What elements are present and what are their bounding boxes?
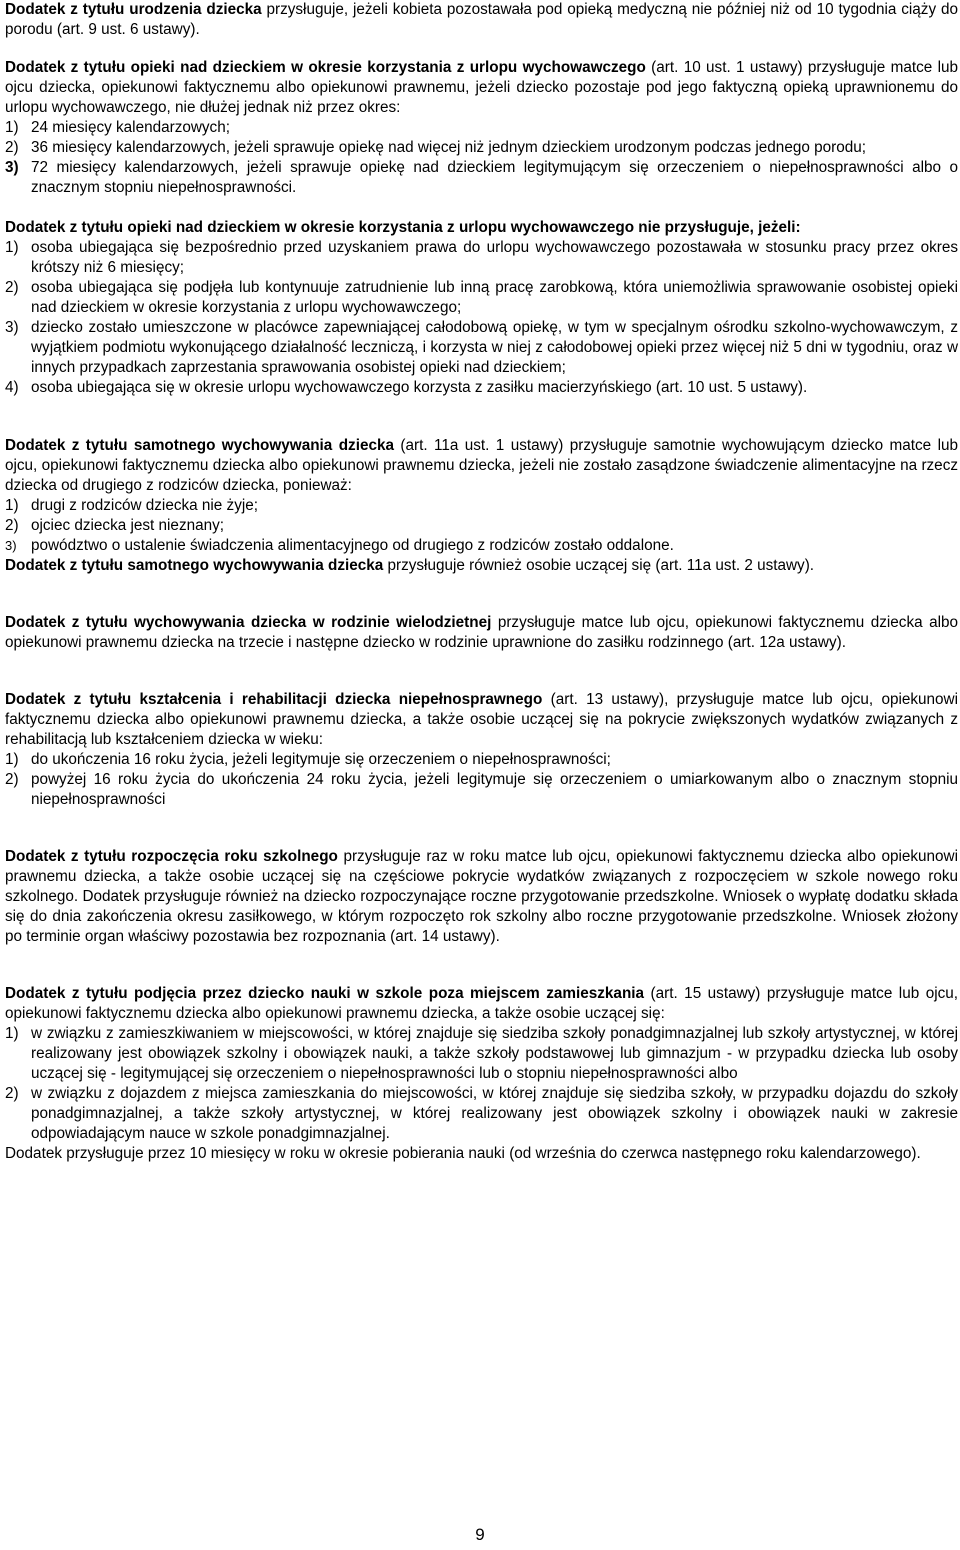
section-birth-supplement xyxy=(5,0,958,40)
section-heading: Dodatek z tytułu kształcenia i rehabilitacji dziecka niepełnosprawnego xyxy=(5,691,543,708)
section-heading: Dodatek z tytułu samotnego wychowywania dziecka xyxy=(5,557,384,574)
list-item: 1) w związku z zamieszkiwaniem w miejscowości, w której znajduje się siedziba szkoły ponadgimnazjalnej lub szkoły artystycznej, w której realizowany jest obowiązek szkolny i obowiązek nauki, a także szkoły podstawowej lub gimnazjum - w przypadku dziecka lub osoby uczącej się - legitymującej się orzeczeniem o niepełnosprawności lub o stopniu niepełnosprawności albo xyxy=(5,1025,958,1082)
section-heading: Dodatek z tytułu samotnego wychowywania dziecka xyxy=(5,437,394,454)
section-parental-leave-supplement xyxy=(5,58,958,198)
section-heading: Dodatek z tytułu podjęcia przez dziecko nauki w szkole poza miejscem zamieszkania xyxy=(5,985,645,1002)
paragraph: Dodatek z tytułu opieki nad dzieckiem w okresie korzystania z urlopu wychowawczego (art. 10 ust. 1 ustawy) przysługuje matce lub ojcu dziecka, opiekunowi faktycznemu albo opiekunowi prawnemu, jeżeli dziecko pozostaje pod jego faktyczną opieką uprawnionemu do urlopu wychowawczego, nie dłużej jednak niż przez okres: xyxy=(5,59,958,116)
section-heading: Dodatek z tytułu rozpoczęcia roku szkolnego xyxy=(5,848,338,865)
section-single-parent-supplement xyxy=(5,436,958,576)
list-item: 1) 24 miesięcy kalendarzowych; xyxy=(5,119,230,136)
list-item: 2) osoba ubiegająca się podjęła lub kontynuuje zatrudnienie lub inną pracę zarobkową, która uniemożliwia sprawowanie osobistej opieki nad dzieckiem w okresie korzystania z urlopu wychowawczego; xyxy=(5,279,958,316)
paragraph: Dodatek z tytułu samotnego wychowywania dziecka przysługuje również osobie uczącej się (art. 11a ust. 2 ustawy). xyxy=(5,557,815,574)
list-item: 2) w związku z dojazdem z miejsca zamieszkania do miejscowości, w której znajduje się siedziba szkoły, w przypadku dojazdu do szkoły ponadgimnazjalnej, a także szkoły artystycznej, w której realizowany jest obowiązek szkolny i obowiązek nauki w zakresie odpowiadającym nauce w szkole ponadgimnazjalnej. xyxy=(5,1085,958,1142)
paragraph: Dodatek przysługuje przez 10 miesięcy w roku w okresie pobierania nauki (od września do czerwca następnego roku kalendarzowego). xyxy=(5,1145,921,1162)
section-large-family-supplement xyxy=(5,613,958,653)
list-item: 3) powództwo o ustalenie świadczenia alimentacyjnego od drugiego z rodziców zostało oddalone. xyxy=(5,537,674,554)
list-item: 3) 72 miesięcy kalendarzowych, jeżeli sprawuje opiekę nad dzieckiem legitymującym się orzeczeniem o niepełnosprawności albo o znacznym stopniu niepełnosprawności. xyxy=(5,159,958,196)
paragraph: Dodatek z tytułu urodzenia dziecka przysługuje, jeżeli kobieta pozostawała pod opieką medyczną nie później niż od 10 tygodnia ciąży do porodu (art. 9 ust. 6 ustawy). xyxy=(5,1,958,38)
paragraph xyxy=(5,218,958,238)
page-number: 9 xyxy=(475,1525,485,1544)
list-item: 1) do ukończenia 16 roku życia, jeżeli legitymuje się orzeczeniem o niepełnosprawności; xyxy=(5,751,611,768)
document-page xyxy=(5,0,958,1164)
section-parental-leave-exclusions xyxy=(5,218,958,398)
list-item: 1) drugi z rodziców dziecka nie żyje; xyxy=(5,497,259,514)
paragraph: Dodatek z tytułu podjęcia przez dziecko nauki w szkole poza miejscem zamieszkania (art. 15 ustawy) przysługuje matce lub ojcu, opiekunowi faktycznemu dziecka albo opiekunowi prawnemu dziecka, a także osobie uczącej się: xyxy=(5,985,959,1022)
section-school-away-supplement xyxy=(5,984,958,1164)
list-item: 4) osoba ubiegająca się w okresie urlopu wychowawczego korzysta z zasiłku macierzyńskiego (art. 10 ust. 5 ustawy). xyxy=(5,379,808,396)
section-heading: Dodatek z tytułu urodzenia dziecka xyxy=(5,1,262,18)
section-heading: Dodatek z tytułu opieki nad dzieckiem w okresie korzystania z urlopu wychowawczego xyxy=(5,59,646,76)
paragraph: Dodatek z tytułu rozpoczęcia roku szkolnego przysługuje raz w roku matce lub ojcu, opiekunowi faktycznemu dziecka albo opiekunowi prawnemu dziecka, a także osobie uczącej się na częściowe pokrycie wydatków związanych z rozpoczęciem w szkole nowego roku szkolnego. Dodatek przysługuje również na dziecko rozpoczynające roczne przygotowanie przedszkolne. Wniosek o wypłatę dodatku składa się do dnia zakończenia okresu zasiłkowego, w którym rozpoczęto rok szkolny albo roczne przygotowanie przedszkolne. Wniosek złożony po terminie organ właściwy pozostawia bez rozpoznania (art. 14 ustawy). xyxy=(5,848,958,945)
list-item: 1) osoba ubiegająca się bezpośrednio przed uzyskaniem prawa do urlopu wychowawczego pozostawała w stosunku pracy przez okres krótszy niż 6 miesięcy; xyxy=(5,239,958,276)
list-item: 2) ojciec dziecka jest nieznany; xyxy=(5,517,225,534)
paragraph: Dodatek z tytułu samotnego wychowywania dziecka (art. 11a ust. 1 ustawy) przysługuje samotnie wychowującym dziecko matce lub ojcu, opiekunowi faktycznemu dziecka albo opiekunowi prawnemu dziecka, jeżeli nie zostało zasądzone świadczenie alimentacyjne na rzecz dziecka od drugiego z rodziców dziecka, ponieważ: xyxy=(5,437,958,494)
list-item: 2) powyżej 16 roku życia do ukończenia 24 roku życia, jeżeli legitymuje się orzeczeniem o umiarkowanym albo o znacznym stopniu niepełnosprawności xyxy=(5,771,958,808)
section-heading: Dodatek z tytułu opieki nad dzieckiem w okresie korzystania z urlopu wychowawczego nie przysługuje, jeżeli: xyxy=(5,219,801,236)
list-item: 3) dziecko zostało umieszczone w placówce zapewniającej całodobową opiekę, w tym w specjalnym ośrodku szkolno-wychowawczym, z wyjątkiem podmiotu wykonującego działalność leczniczą, i korzysta w niej z całodobowej opieki przez więcej niż 5 dni w tygodniu, oraz w innych przypadkach zaprzestania sprawowania osobistej opieki nad dzieckiem; xyxy=(5,319,958,376)
list-item: 2) 36 miesięcy kalendarzowych, jeżeli sprawuje opiekę nad więcej niż jednym dzieckiem urodzonym podczas jednego porodu; xyxy=(5,139,866,156)
paragraph: Dodatek z tytułu wychowywania dziecka w rodzinie wielodzietnej przysługuje matce lub ojcu, opiekunowi faktycznemu dziecka albo opiekunowi prawnemu dziecka na trzecie i następne dziecko w rodzinie uprawnione do zasiłku rodzinnego (art. 12a ustawy). xyxy=(5,614,958,651)
section-school-year-supplement xyxy=(5,847,958,947)
section-disabled-child-supplement xyxy=(5,690,958,810)
section-heading: Dodatek z tytułu wychowywania dziecka w rodzinie wielodzietnej xyxy=(5,614,492,631)
paragraph: Dodatek z tytułu kształcenia i rehabilitacji dziecka niepełnosprawnego (art. 13 ustawy), przysługuje matce lub ojcu, opiekunowi faktycznemu dziecka albo opiekunowi prawnemu dziecka, a także osobie uczącej się na pokrycie zwiększonych wydatków związanych z rehabilitacją lub kształceniem dziecka w wieku: xyxy=(5,691,958,748)
